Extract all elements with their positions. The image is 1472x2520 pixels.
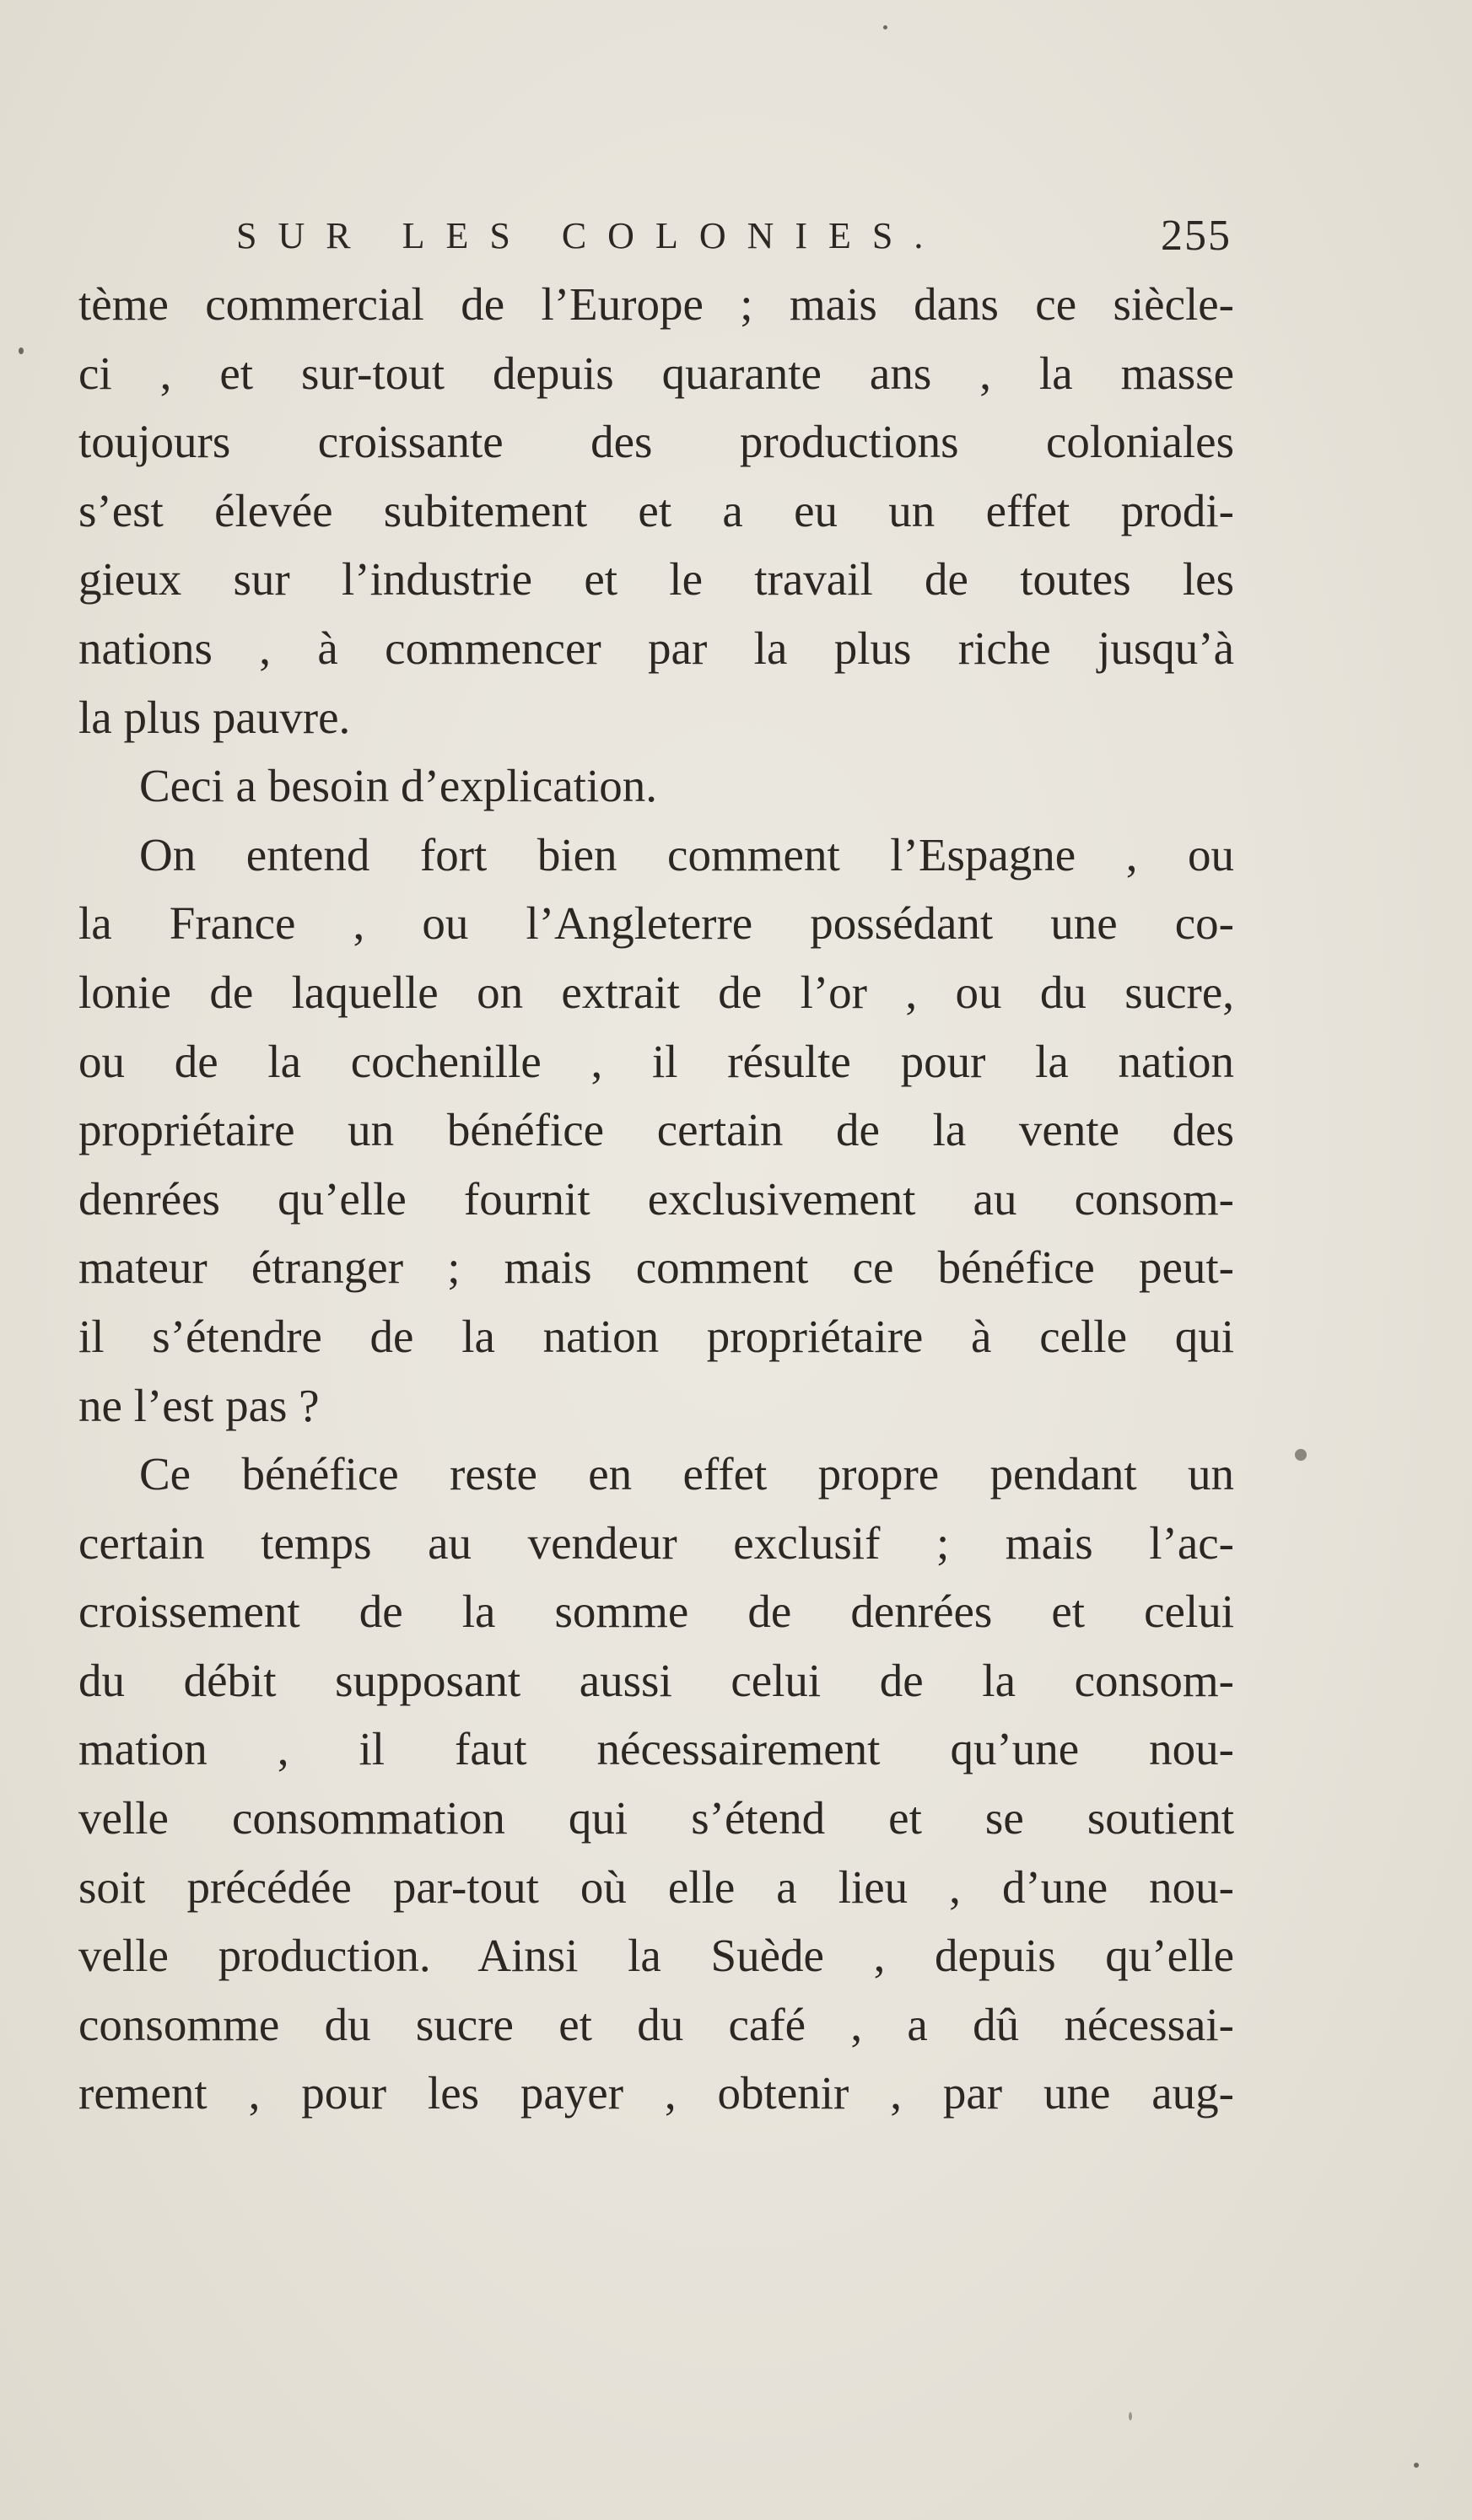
- text-line: mation , il faut nécessairement qu’une nou-: [78, 1723, 1234, 1775]
- text-line: velle production. Ainsi la Suède , depuis qu’elle: [78, 1930, 1234, 1982]
- text-line: la plus pauvre.: [78, 691, 351, 743]
- text-line: Ce bénéfice reste en effet propre pendant un: [139, 1448, 1234, 1500]
- text-line: ou de la cochenille , il résulte pour la nation: [78, 1035, 1234, 1087]
- text-line: ci , et sur-tout depuis quarante ans , la masse: [78, 347, 1234, 399]
- paper-speck: [1129, 2412, 1132, 2420]
- text-line: gieux sur l’industrie et le travail de toutes les: [78, 553, 1234, 606]
- text-line: On entend fort bien comment l’Espagne , ou: [139, 828, 1234, 880]
- text-line: il s’étendre de la nation propriétaire à celle qui: [78, 1310, 1234, 1362]
- page-number: 255: [1161, 212, 1232, 260]
- text-line: propriétaire un bénéfice certain de la vente des: [78, 1104, 1234, 1156]
- paper-speck: [1295, 1449, 1307, 1461]
- page-header: [236, 209, 1232, 263]
- text-line: tème commercial de l’Europe ; mais dans ce siècle-: [78, 278, 1234, 330]
- text-line: toujours croissante des productions coloniales: [78, 416, 1234, 468]
- text-line: du débit supposant aussi celui de la consom-: [78, 1654, 1234, 1706]
- paper-speck: [19, 347, 24, 354]
- paper-speck: [1414, 2463, 1419, 2468]
- text-line: lonie de laquelle on extrait de l’or , ou du sucre,: [78, 966, 1234, 1018]
- text-line: croissement de la somme de denrées et celui: [78, 1586, 1234, 1638]
- running-title: SUR LES COLONIES.: [236, 215, 945, 256]
- paper-speck: [883, 25, 887, 30]
- text-line: soit précédée par-tout où elle a lieu , d’une nou-: [78, 1860, 1234, 1913]
- text-line: denrées qu’elle fournit exclusivement au consom-: [78, 1172, 1234, 1225]
- text-line: la France , ou l’Angleterre possédant une co-: [78, 897, 1234, 950]
- text-line: mateur étranger ; mais comment ce bénéfice peut-: [78, 1241, 1234, 1294]
- text-line: Ceci a besoin d’explication.: [139, 760, 657, 812]
- body-text: [78, 270, 1234, 2128]
- text-line: consomme du sucre et du café , a dû nécessai-: [78, 1998, 1234, 2050]
- text-line: certain temps au vendeur exclusif ; mais l’ac-: [78, 1516, 1234, 1569]
- text-line: velle consommation qui s’étend et se soutient: [78, 1792, 1234, 1844]
- text-line: rement , pour les payer , obtenir , par une aug-: [78, 2067, 1234, 2119]
- text-line: s’est élevée subitement et a eu un effet prodi-: [78, 484, 1234, 536]
- text-line: ne l’est pas ?: [78, 1379, 320, 1431]
- text-line: nations , à commencer par la plus riche jusqu’à: [78, 622, 1234, 674]
